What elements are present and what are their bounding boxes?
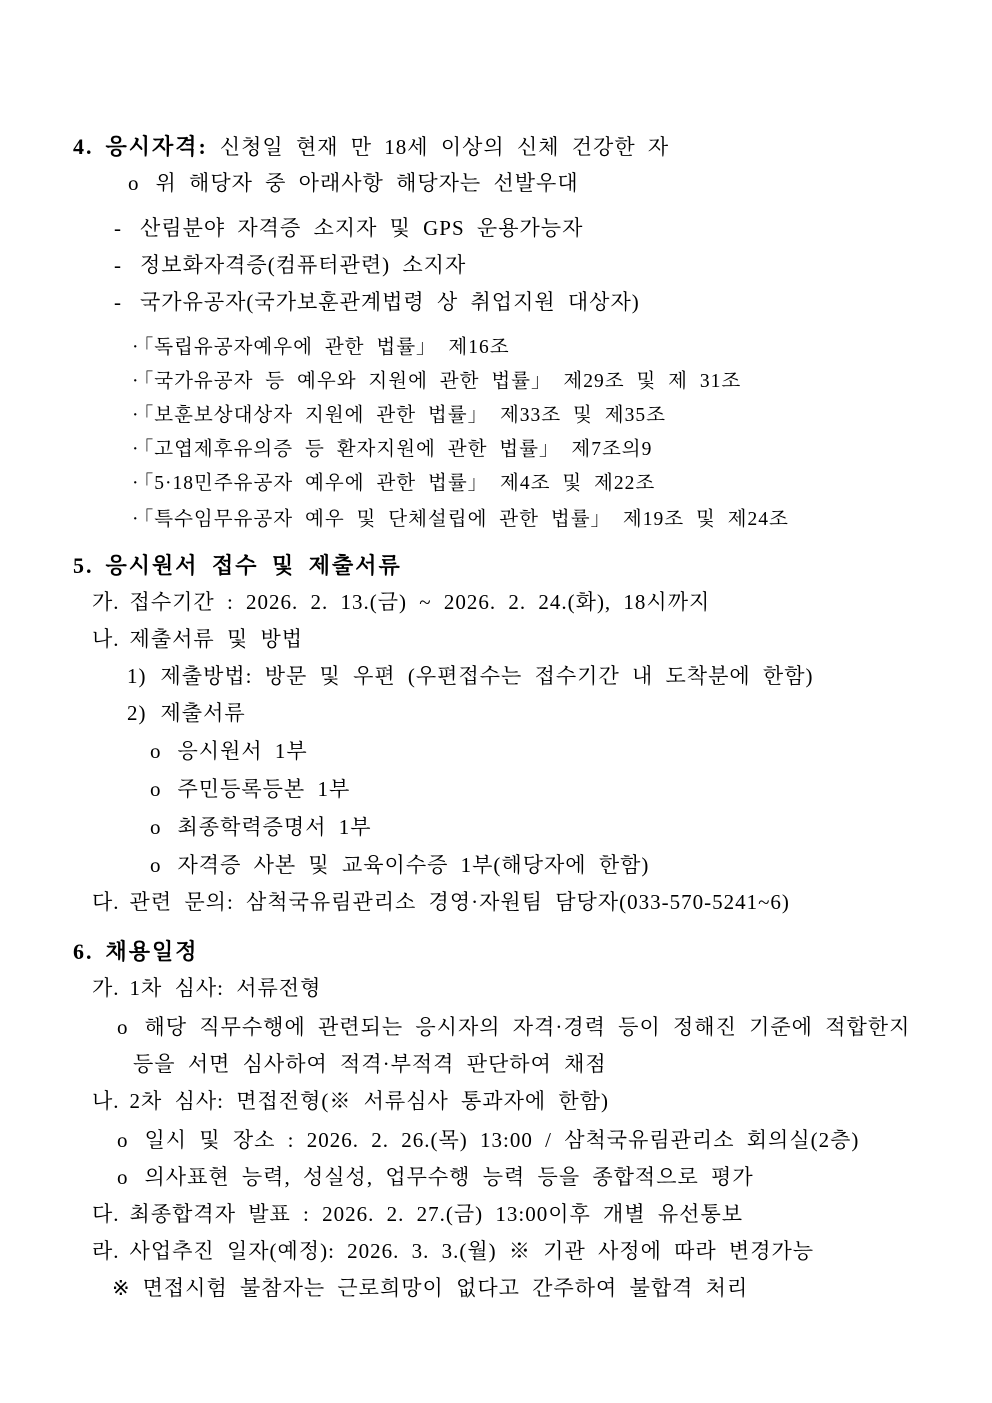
section-4-title: 응시자격:	[105, 134, 208, 159]
section-4-heading	[0, 128, 992, 165]
dash-bullet: -	[114, 290, 122, 314]
hangul-label: 라.	[92, 1239, 120, 1263]
absence-note-text: 면접시험 불참자는 근로희망이 없다고 간주하여 불합격 처리	[142, 1276, 749, 1300]
law-item-text: 「보훈보상대상자 지원에 관한 법률」 제33조 및 제35조	[143, 405, 666, 426]
submission-doc-text: 응시원서 1부	[177, 739, 308, 763]
project-start-line	[0, 1233, 992, 1270]
law-item	[0, 503, 992, 537]
priority-item-text: 정보화자격증(컴퓨터관련) 소지자	[140, 253, 467, 277]
dot-bullet: ·	[132, 439, 140, 460]
submission-doc-text: 최종학력증명서 1부	[177, 815, 372, 839]
dot-bullet: ·	[132, 371, 140, 392]
priority-item	[0, 247, 992, 284]
submission-doc-item	[0, 770, 992, 808]
absence-note-line	[0, 1270, 992, 1307]
submission-doc-text: 주민등록등본 1부	[177, 777, 351, 801]
circle-bullet: o	[117, 1015, 129, 1039]
priority-item	[0, 284, 992, 321]
law-item-text: 「5·18민주유공자 예우에 관한 법률」 제4조 및 제22조	[143, 473, 656, 494]
submission-doc-item	[0, 846, 992, 884]
dot-bullet: ·	[132, 405, 140, 426]
dot-bullet: ·	[132, 337, 140, 358]
hangul-label: 나.	[92, 627, 120, 651]
screening-detail-continuation	[0, 1046, 992, 1083]
final-announcement-text: 최종합격자 발표 : 2026. 2. 27.(금) 13:00이후 개별 유선통보	[129, 1202, 744, 1226]
reference-mark: ※	[112, 1276, 131, 1300]
law-item	[0, 467, 992, 501]
submission-docs-heading	[0, 621, 992, 658]
circle-bullet: o	[150, 777, 162, 801]
second-screening-line	[0, 1083, 992, 1120]
law-item	[0, 365, 992, 399]
interview-criteria-text: 의사표현 능력, 성실성, 업무수행 능력 등을 종합적으로 평가	[144, 1165, 754, 1189]
final-announcement-line	[0, 1196, 992, 1233]
project-start-text: 사업추진 일자(예정): 2026. 3. 3.(월) ※ 기관 사정에 따라 변경가능	[129, 1239, 815, 1263]
first-screening-text: 1차 심사: 서류전형	[129, 976, 322, 1000]
law-item	[0, 331, 992, 365]
submission-method-text: 제출방법: 방문 및 우편 (우편접수는 접수기간 내 도착분에 한함)	[160, 664, 814, 688]
section-5-heading	[0, 547, 992, 584]
circle-bullet: o	[150, 815, 162, 839]
law-item-text: 「국가유공자 등 예우와 지원에 관한 법률」 제29조 및 제 31조	[143, 371, 742, 392]
priority-item	[0, 210, 992, 247]
section-4-number: 4.	[73, 134, 94, 159]
circle-bullet: o	[117, 1128, 129, 1152]
dash-bullet: -	[114, 253, 122, 277]
circle-bullet: o	[128, 171, 140, 195]
screening-detail-text: 해당 직무수행에 관련되는 응시자의 자격·경력 등이 정해진 기준에 적합한지	[144, 1015, 911, 1039]
submission-doc-item	[0, 732, 992, 770]
dot-bullet: ·	[132, 473, 140, 494]
number-label: 2)	[127, 701, 147, 725]
law-item	[0, 433, 992, 467]
submission-docs-heading-text: 제출서류 및 방법	[129, 627, 304, 651]
law-item-text: 「고엽제후유의증 등 환자지원에 관한 법률」 제7조의9	[143, 439, 653, 460]
preference-text: 위 해당자 중 아래사항 해당자는 선발우대	[155, 171, 579, 195]
priority-item-text: 국가유공자(국가보훈관계법령 상 취업지원 대상자)	[140, 290, 640, 314]
contact-text: 관련 문의: 삼척국유림관리소 경영·자원팀 담당자(033-570-5241~6)	[129, 890, 790, 914]
section-5-title: 응시원서 접수 및 제출서류	[105, 553, 402, 578]
interview-criteria-line	[0, 1159, 992, 1196]
section-4-desc: 신청일 현재 만 18세 이상의 신체 건강한 자	[219, 135, 670, 159]
priority-item-text: 산림분야 자격증 소지자 및 GPS 운용가능자	[140, 216, 584, 240]
submission-doc-item	[0, 808, 992, 846]
section-6-title: 채용일정	[105, 939, 199, 964]
hangul-label: 다.	[92, 890, 120, 914]
section-6-heading	[0, 933, 992, 970]
screening-detail-line	[0, 1009, 992, 1046]
law-item-text: 「특수임무유공자 예우 및 단체설립에 관한 법률」 제19조 및 제24조	[143, 509, 789, 530]
hangul-label: 다.	[92, 1202, 120, 1226]
hangul-label: 가.	[92, 590, 120, 614]
submission-docs-label-line	[0, 695, 992, 732]
circle-bullet: o	[150, 739, 162, 763]
dash-bullet: -	[114, 216, 122, 240]
contact-line	[0, 884, 992, 921]
interview-datetime-text: 일시 및 장소 : 2026. 2. 26.(목) 13:00 / 삼척국유림관리소 회의실(2층)	[144, 1128, 860, 1152]
law-item	[0, 399, 992, 433]
receipt-period-line	[0, 584, 992, 621]
preference-line	[0, 165, 992, 202]
receipt-period-text: 접수기간 : 2026. 2. 13.(금) ~ 2026. 2. 24.(화), 18시까지	[129, 590, 711, 614]
screening-detail-cont-text: 등을 서면 심사하여 적격·부적격 판단하여 채점	[133, 1052, 607, 1076]
submission-method-line	[0, 658, 992, 695]
section-6-number: 6.	[73, 939, 94, 964]
interview-datetime-line	[0, 1122, 992, 1159]
submission-doc-text: 자격증 사본 및 교육이수증 1부(해당자에 한함)	[177, 853, 650, 877]
number-label: 1)	[127, 664, 147, 688]
hangul-label: 나.	[92, 1089, 120, 1113]
circle-bullet: o	[150, 853, 162, 877]
first-screening-line	[0, 970, 992, 1007]
law-item-text: 「독립유공자예우에 관한 법률」 제16조	[143, 337, 510, 358]
hangul-label: 가.	[92, 976, 120, 1000]
section-5-number: 5.	[73, 553, 94, 578]
circle-bullet: o	[117, 1165, 129, 1189]
submission-docs-label-text: 제출서류	[160, 701, 246, 725]
dot-bullet: ·	[132, 509, 140, 530]
second-screening-text: 2차 심사: 면접전형(※ 서류심사 통과자에 한함)	[129, 1089, 609, 1113]
